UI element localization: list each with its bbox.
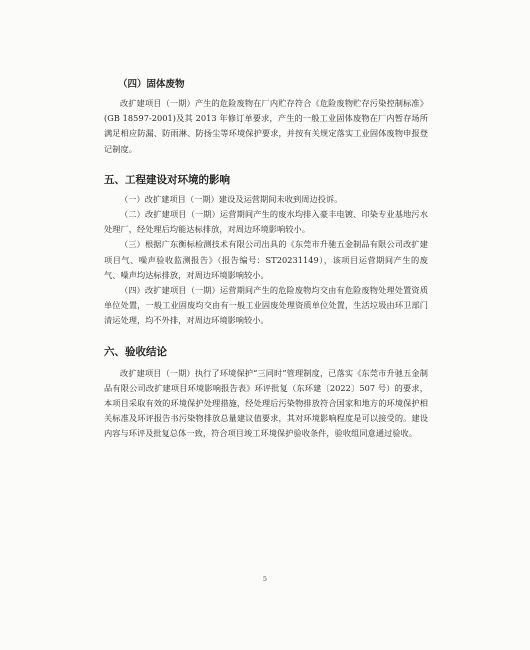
paragraph-impact-3: （三）根据广东衡标检测技术有限公司出具的《东莞市升驰五金制品有限公司改扩建项目气、噪声验收监测报告》（报告编号：ST20231149），该项目运营期间产生的废气、噪声均达标排放，对周边环境影响较小。 <box>104 239 428 280</box>
paragraph-impact-4: （四）改扩建项目（一期）运营期间产生的危险废物均交由有危险废物处理处置资质单位处置，一般工业固废均交由有一般工业固废处理资质单位处置，生活垃圾由环卫部门清运处理，均不外排，对周边环境影响较小。 <box>104 285 428 326</box>
paragraph-impact-1: （一）改扩建项目（一期）建设及运营期间未收到周边投诉。 <box>120 193 343 204</box>
subsection-heading-solid-waste: （四）固体废物 <box>118 79 185 90</box>
paragraph-conclusion: 改扩建项目（一期）执行了环境保护“三同时”管理制度，已落实《东莞市升驰五金制品有限公司改扩建项目环境影响报告表》环评批复（东环建〔2022〕507 号）的要求，本项目采取有效的环境保护处理措施，经处理后污染物排放符合国家和地方的环境保护相关标准及环评报告书污染物排放总量建议值要求，其对环境影响程度是可以接受的。建设内容与环评及批复总体一致，符合项目竣工环境保护验收条件，验收组同意通过验收。 <box>104 367 428 439</box>
section-heading-acceptance-conclusion: 六、验收结论 <box>104 345 167 358</box>
paragraph-impact-2: （二）改扩建项目（一期）运营期间产生的废水均排入豪丰电镀、印染专业基地污水处理厂，经处理后均能达标排放，对周边环境影响较小。 <box>104 209 428 235</box>
page-number: 5 <box>262 575 268 583</box>
section-heading-environmental-impact: 五、工程建设对环境的影响 <box>104 173 230 186</box>
paragraph-solid-waste: 改扩建项目（一期）产生的危险废物在厂内贮存符合《危险废物贮存污染控制标准》(GB 18597-2001)及其 2013 年修订单要求，产生的一般工业固体废物在厂内暂存场所满足相应防漏、防雨淋、防扬尘等环境保护要求，并按有关规定落实工业固体废物申报登记制度。 <box>104 98 428 154</box>
document-body <box>104 78 428 442</box>
